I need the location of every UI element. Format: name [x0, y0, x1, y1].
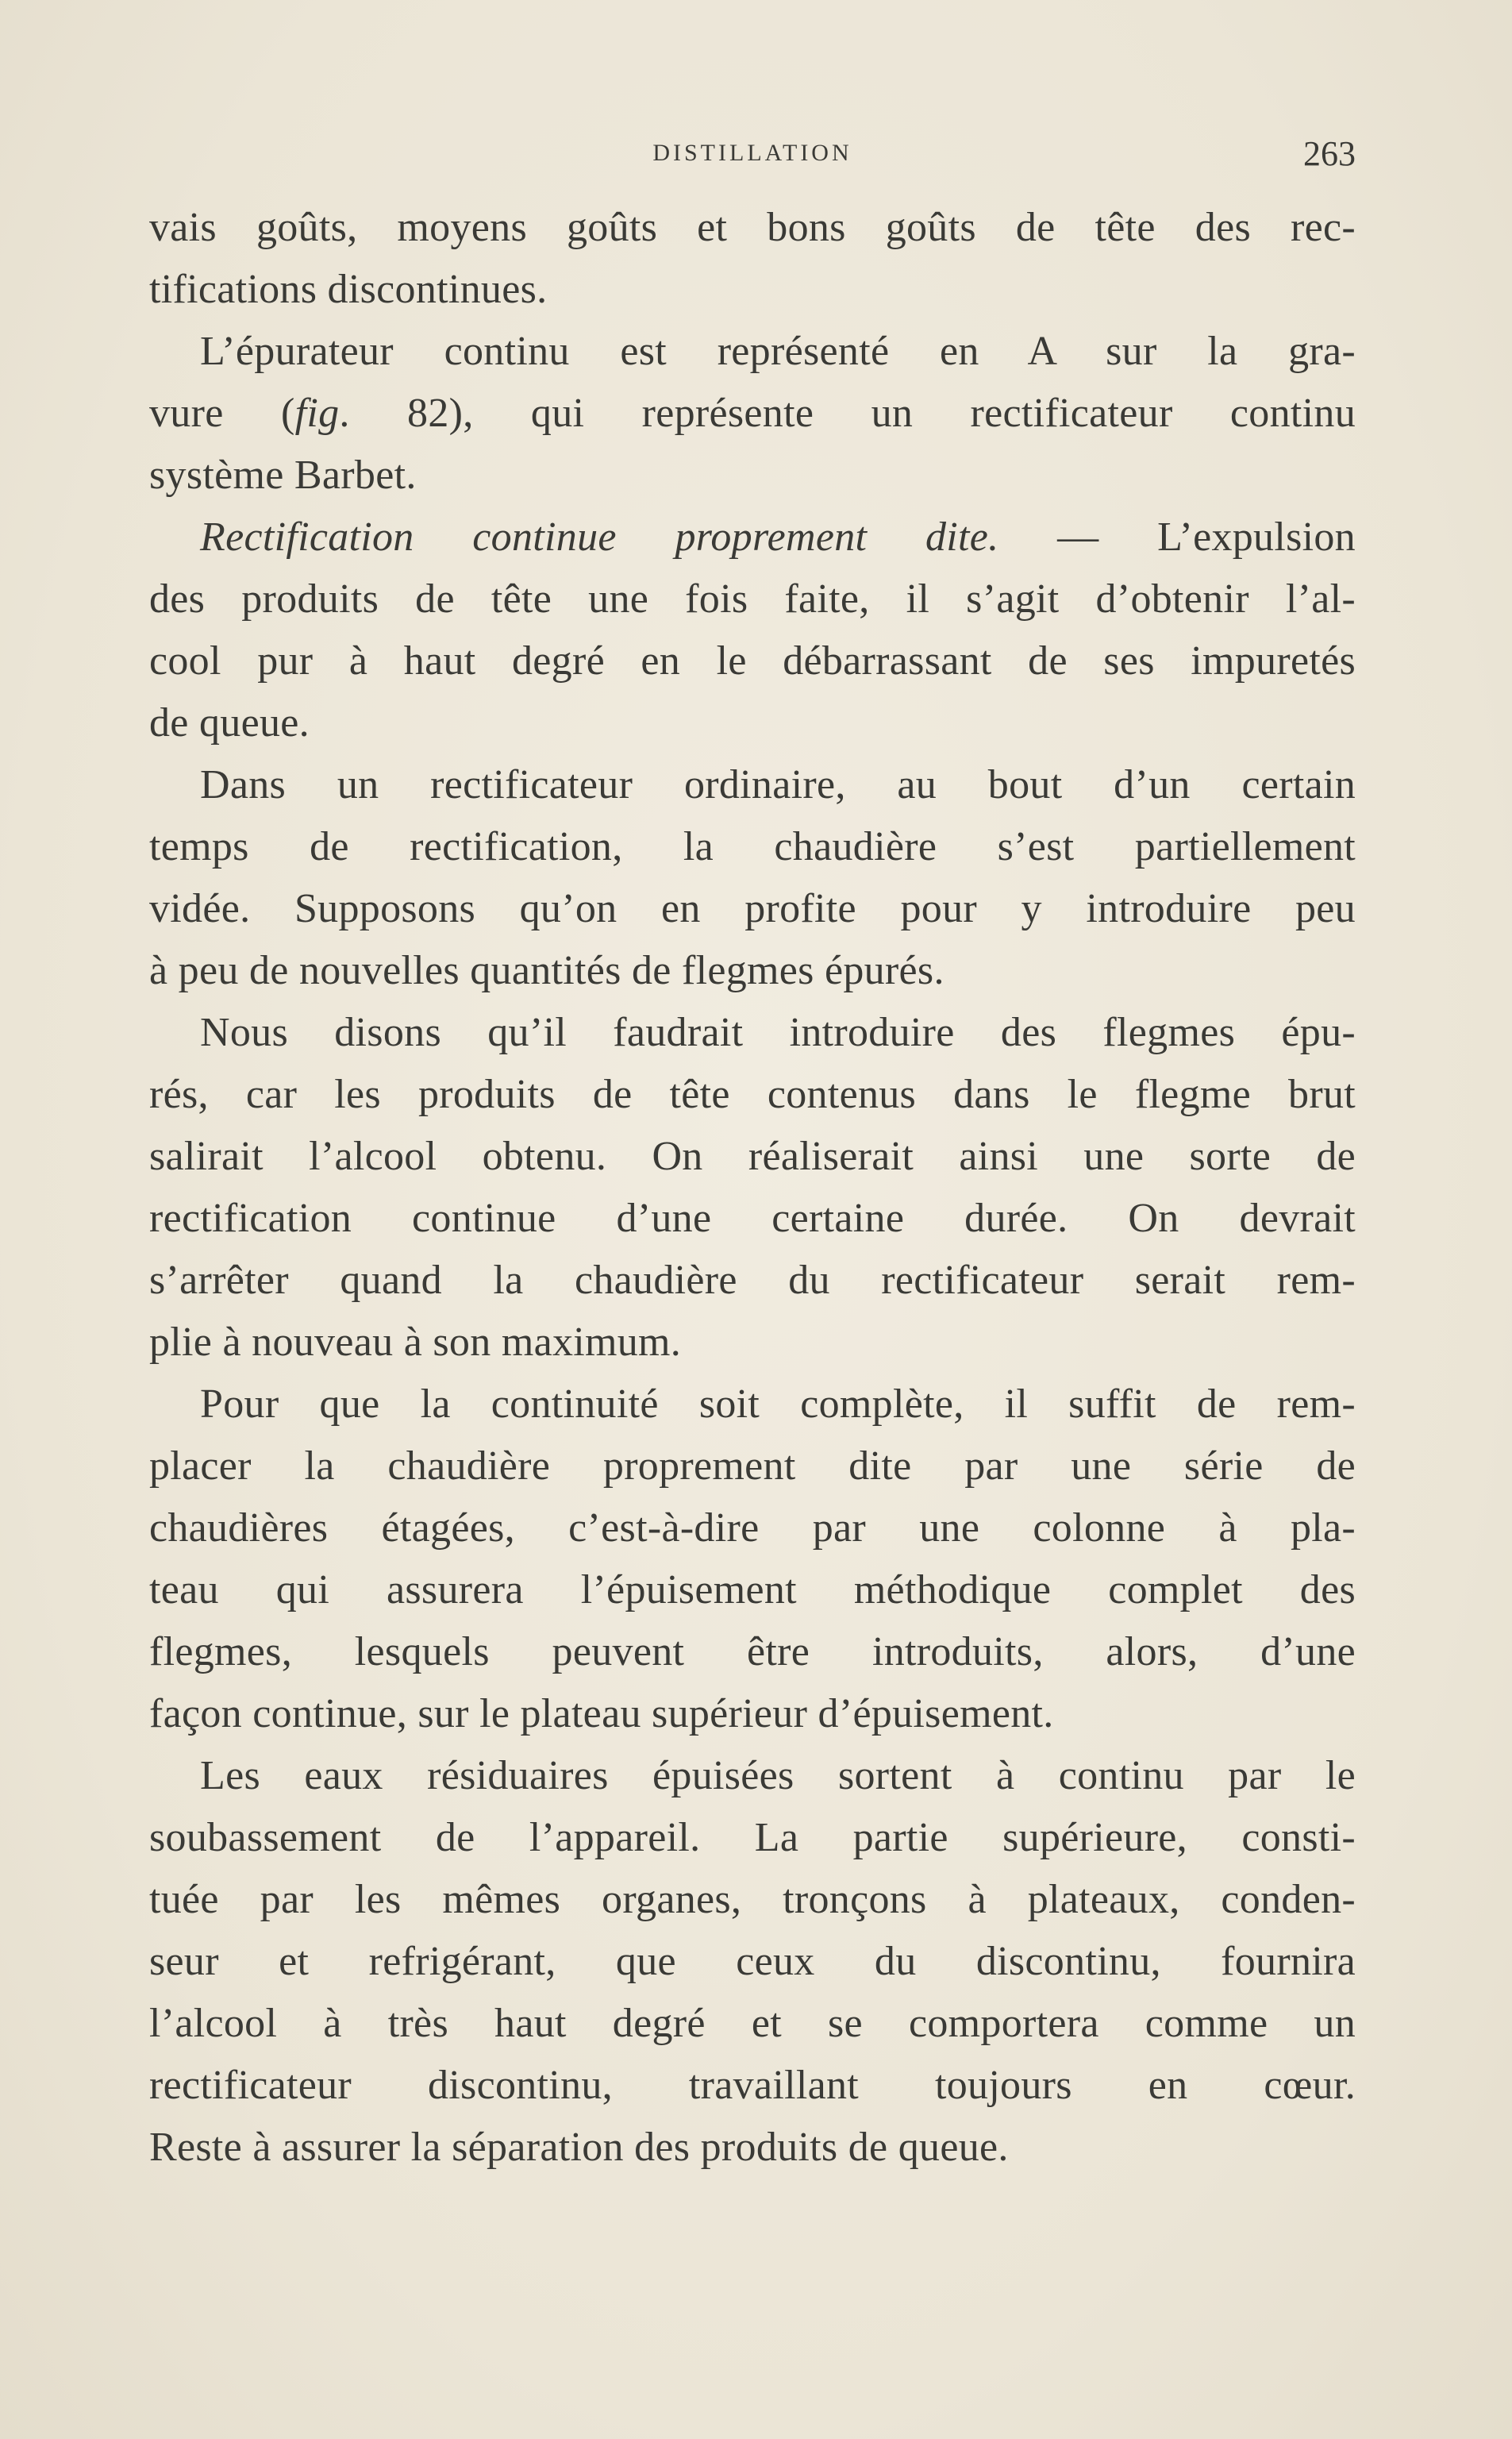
text-line: plie à nouveau à son maximum.	[149, 1320, 682, 1365]
text-line: cool pur à haut degré en le débarrassant de ses impuretés	[149, 638, 1356, 684]
text-line: l’alcool à très haut degré et se comportera comme un	[149, 2001, 1356, 2046]
text-line: rés, car les produits de tête contenus dans le flegme brut	[149, 1072, 1356, 1117]
text-span: — L’expulsion	[998, 514, 1356, 560]
text-line: chaudières étagées, c’est-à-dire par une colonne à pla-	[149, 1505, 1356, 1551]
text-line: système Barbet.	[149, 453, 417, 498]
text-line: Nous disons qu’il faudrait introduire des flegmes épu-	[200, 1010, 1356, 1055]
text-line: Pour que la continuité soit complète, il suffit de rem-	[200, 1381, 1356, 1427]
page-header	[149, 133, 1356, 181]
text-span: . 82), qui représente un rectificateur continu	[339, 391, 1356, 436]
text-line: flegmes, lesquels peuvent être introduits, alors, d’une	[149, 1629, 1356, 1674]
text-line: façon continue, sur le plateau supérieur d’épuisement.	[149, 1691, 1054, 1736]
text-line: tifications discontinues.	[149, 267, 548, 312]
text-line: teau qui assurera l’épuisement méthodique complet des	[149, 1567, 1356, 1613]
text-line: salirait l’alcool obtenu. On réaliserait ainsi une sorte de	[149, 1134, 1356, 1179]
text-line: placer la chaudière proprement dite par une série de	[149, 1443, 1356, 1489]
text-line: Dans un rectificateur ordinaire, au bout d’un certain	[200, 762, 1356, 807]
text-line: de queue.	[149, 700, 310, 746]
section-heading: Rectification continue proprement dite.	[200, 514, 999, 560]
text-line: soubassement de l’appareil. La partie supérieure, consti-	[149, 1815, 1356, 1860]
text-line: temps de rectification, la chaudière s’est partiellement	[149, 824, 1356, 869]
text-line: tuée par les mêmes organes, tronçons à plateaux, conden-	[149, 1877, 1356, 1922]
text-span: vure (	[149, 391, 295, 436]
text-line	[149, 383, 1356, 445]
text-line: rectificateur discontinu, travaillant toujours en cœur.	[149, 2063, 1356, 2108]
text-line: L’épurateur continu est représenté en A sur la gra-	[200, 329, 1356, 374]
text-line: s’arrêter quand la chaudière du rectificateur serait rem-	[149, 1258, 1356, 1303]
text-line: Reste à assurer la séparation des produits de queue.	[149, 2125, 1009, 2170]
running-title: DISTILLATION	[652, 140, 852, 166]
figure-reference: fig	[294, 391, 340, 436]
text-line	[149, 507, 1356, 568]
text-line: à peu de nouvelles quantités de flegmes épurés.	[149, 948, 945, 993]
body-text	[149, 197, 1356, 2179]
text-line: rectification continue d’une certaine durée. On devrait	[149, 1196, 1356, 1241]
text-line: vidée. Supposons qu’on en profite pour y introduire peu	[149, 886, 1356, 931]
page-number: 263	[1303, 134, 1356, 173]
text-line: vais goûts, moyens goûts et bons goûts de tête des rec-	[149, 205, 1356, 250]
text-line: des produits de tête une fois faite, il s’agit d’obtenir l’al-	[149, 576, 1356, 622]
text-line: seur et refrigérant, que ceux du discontinu, fournira	[149, 1939, 1356, 1984]
text-line: Les eaux résiduaires épuisées sortent à continu par le	[200, 1753, 1356, 1798]
